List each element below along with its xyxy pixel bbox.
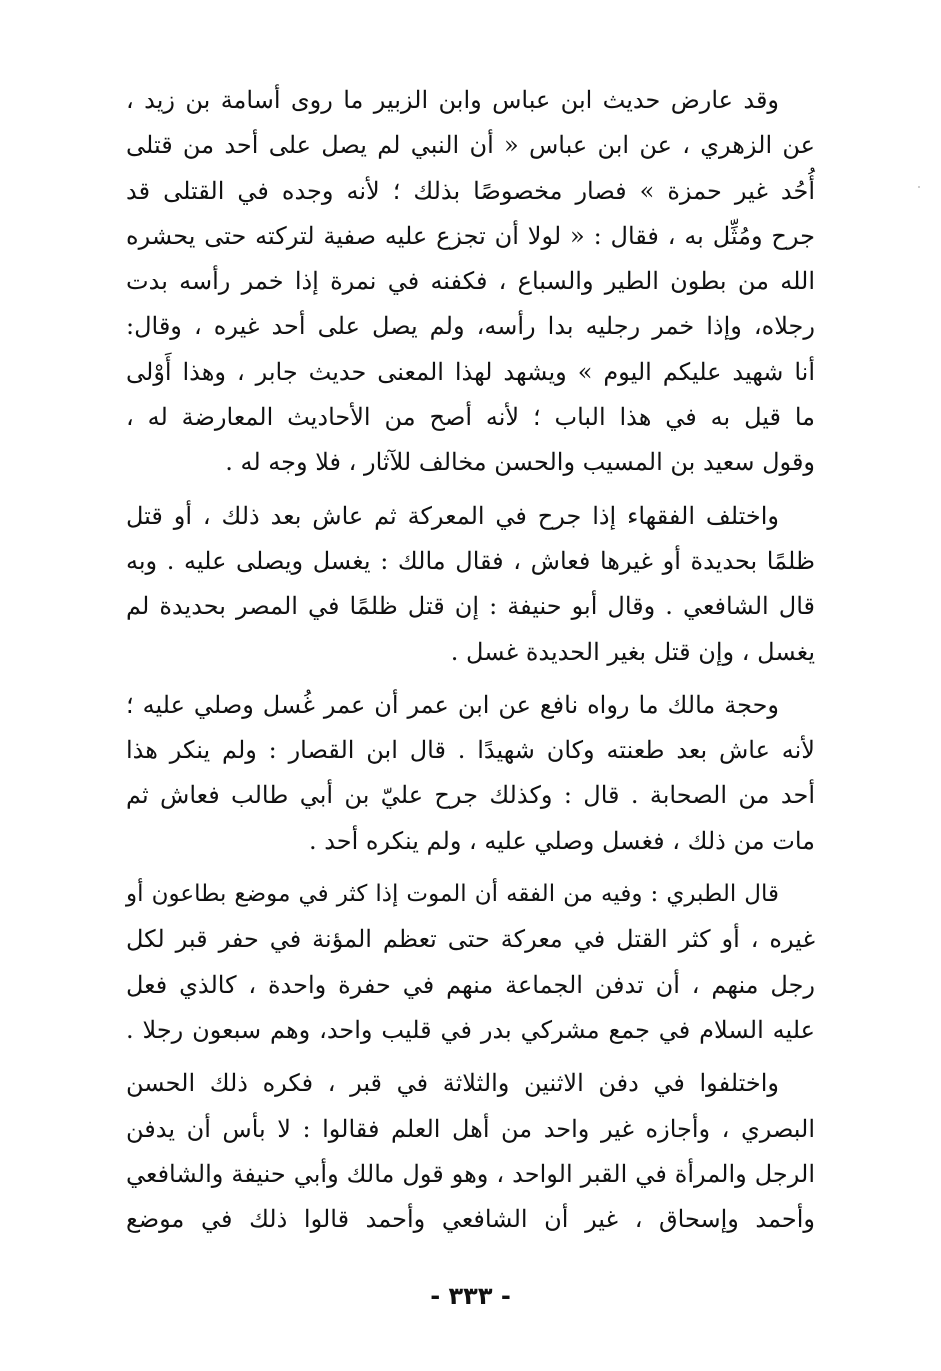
text-line: وحجة مالك ما رواه نافع عن ابن عمر أن عمر غُسل وصلي عليه ؛ (126, 690, 779, 719)
body-text (126, 78, 815, 1250)
paragraph-3 (126, 683, 815, 864)
text-line: وقد عارض حديث ابن عباس وابن الزبير ما روى أسامة بن زيد ، (126, 86, 779, 114)
text-line: لأنه عاش بعد طعنته وكان شهيدًا . قال ابن القصار : ولم ينكر هذا (126, 736, 815, 765)
text-line: عليه السلام في جمع مشركي بدر في قليب واحد، وهم سبعون رجلا . (126, 1015, 815, 1044)
paragraph-4 (126, 872, 815, 1053)
text-line: الرجل والمرأة في القبر الواحد ، وهو قول مالك وأبي حنيفة والشافعي (126, 1159, 815, 1188)
paragraph-5 (126, 1061, 815, 1242)
text-line: أحد من الصحابة . قال : وكذلك جرح عليّ بن أبي طالب فعاش ثم (126, 781, 815, 810)
text-line: البصري ، وأجازه غير واحد من أهل العلم فقالوا : لا بأس أن يدفن (126, 1114, 816, 1143)
text-line: ظلمًا بحديدة أو غيرها فعاش ، فقال مالك : يغسل ويصلى عليه . وبه (126, 546, 815, 575)
margin-speck (918, 186, 920, 188)
text-line: يغسل ، وإن قتل بغير الحديدة غسل . (450, 637, 815, 666)
text-line: أُحُد غير حمزة » فصار مخصوصًا بذلك ؛ لأنه وجده في القتلى قد (126, 176, 815, 205)
paragraph-2 (126, 494, 815, 675)
text-line: جرح ومُثِّل به ، فقال : « لولا أن تجزع عليه صفية لتركته حتى يحشره (126, 221, 815, 250)
text-line: رجلاه، وإذا خمر رجليه بدا رأسه، ولم يصل على أحد غيره ، وقال: (126, 312, 815, 341)
text-line: قال الشافعي . وقال أبو حنيفة : إن قتل ظلمًا في المصر بحديدة لم (126, 592, 815, 621)
page-number: - ٣٣٣ - (430, 1282, 511, 1310)
text-line: واختلفوا في دفن الاثنين والثلاثة في قبر ، فكره ذلك الحسن (126, 1069, 779, 1098)
text-line: وأحمد وإسحاق ، غير أن الشافعي وأحمد قالوا ذلك في موضع (126, 1205, 815, 1234)
text-line: مات من ذلك ، فغسل وصلي عليه ، ولم ينكره أحد . (308, 826, 815, 855)
text-line: عن الزهري ، عن ابن عباس « أن النبي لم يصل على أحد من قتلى (126, 131, 816, 160)
text-line: ما قيل به في هذا الباب ؛ لأنه أصح من الأحاديث المعارضة له ، (126, 403, 815, 432)
text-line: قال الطبري : وفيه من الفقه أن الموت إذا كثر في موضع بطاعون أو (126, 881, 779, 908)
text-line: أنا شهيد عليكم اليوم » ويشهد لهذا المعنى حديث جابر ، وهذا أَوْلى (126, 357, 815, 386)
text-line: الله من بطون الطير والسباع ، فكفنه في نمرة إذا خمر رأسه بدت (126, 267, 815, 296)
text-line: غيره ، أو كثر القتل في معركة حتى تعظم المؤنة في حفر قبر لكل (126, 925, 815, 954)
text-line: رجل منهم ، أن تدفن الجماعة منهم في حفرة واحدة ، كالذي فعل (126, 970, 815, 999)
text-line: وقول سعيد بن المسيب والحسن مخالف للآثار ، فلا وجه له . (225, 448, 815, 477)
paragraph-1 (126, 78, 815, 486)
text-line: واختلف الفقهاء إذا جرح في المعركة ثم عاش بعد ذلك ، أو قتل (126, 501, 779, 530)
